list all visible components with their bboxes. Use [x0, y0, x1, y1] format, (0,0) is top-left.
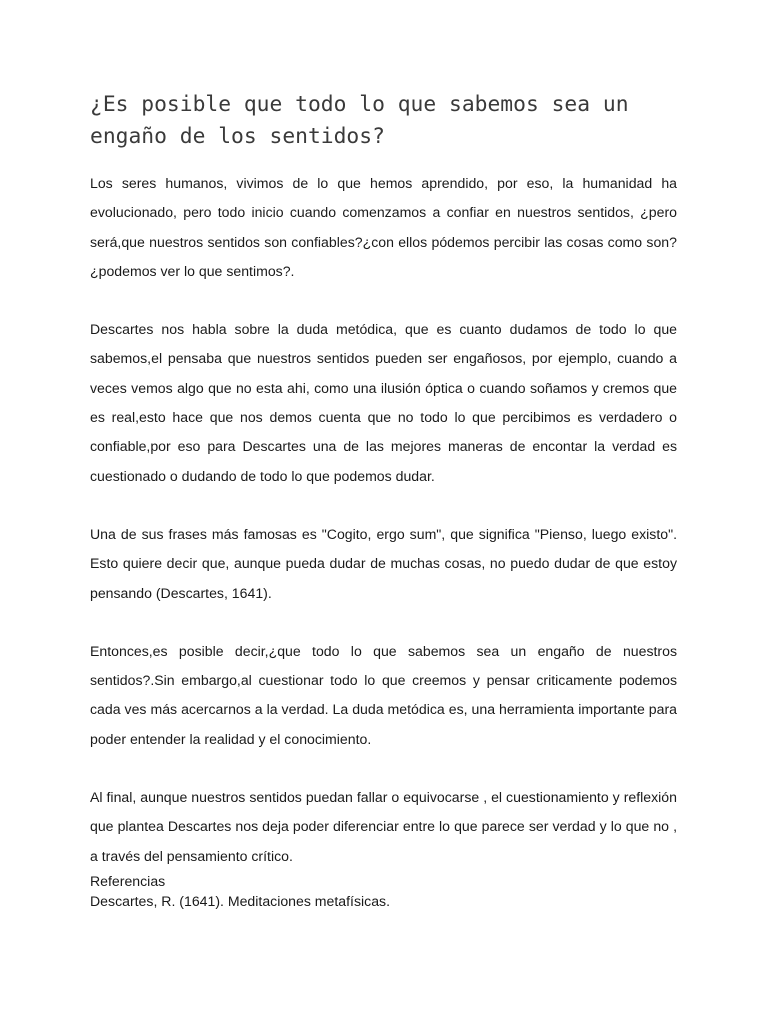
paragraph-intro: Los seres humanos, vivimos de lo que hemos aprendido, por eso, la humanidad ha evolucionado, pero todo inicio cuando comenzamos a confiar en nuestros sentidos, ¿pero será,que nuestros sentidos son confiables?¿con ellos pódemos percibir las cosas como son?¿podemos ver lo que sentimos?.: [90, 175, 677, 279]
paragraph-question: Entonces,es posible decir,¿que todo lo que sabemos sea un engaño de nuestros sentidos?.Sin embargo,al cuestionar todo lo que creemos y pensar criticamente podemos cada ves más acercarnos a la verdad. La duda metódica es, una herramienta importante para poder entender la realidad y el conocimiento.: [90, 642, 677, 747]
references-section: [90, 871, 677, 911]
references-heading: Referencias: [90, 872, 166, 889]
paragraph-cogito: Una de sus frases más famosas es "Cogito, ergo sum", que significa "Pienso, luego existo". Esto quiere decir que, aunque pueda dudar de muchas cosas, no puedo dudar de que estoy pensando (Descartes, 1641).: [90, 525, 677, 601]
document-body: [90, 169, 677, 911]
document-title: ¿Es posible que todo lo que sabemos sea un engaño de los sentidos?: [90, 92, 629, 149]
reference-entry: Descartes, R. (1641). Meditaciones metafísicas.: [90, 892, 391, 909]
paragraph-methodical-doubt: Descartes nos habla sobre la duda metódica, que es cuanto dudamos de todo lo que sabemos,el pensaba que nuestros sentidos pueden ser engañosos, por ejemplo, cuando a veces vemos algo que no esta ahi, como una ilusión óptica o cuando soñamos y cremos que es real,esto hace que nos demos cuenta que no todo lo que percibimos es verdadero o confiable,por eso para Descartes una de las mejores maneras de encontar la verdad es cuestionado o dudando de todo lo que podemos dudar.: [90, 321, 677, 484]
paragraph-conclusion: Al final, aunque nuestros sentidos puedan fallar o equivocarse , el cuestionamiento y reflexión que plantea Descartes nos deja poder diferenciar entre lo que parece ser verdad y lo que no , a través del pensamiento crítico.: [90, 789, 677, 864]
